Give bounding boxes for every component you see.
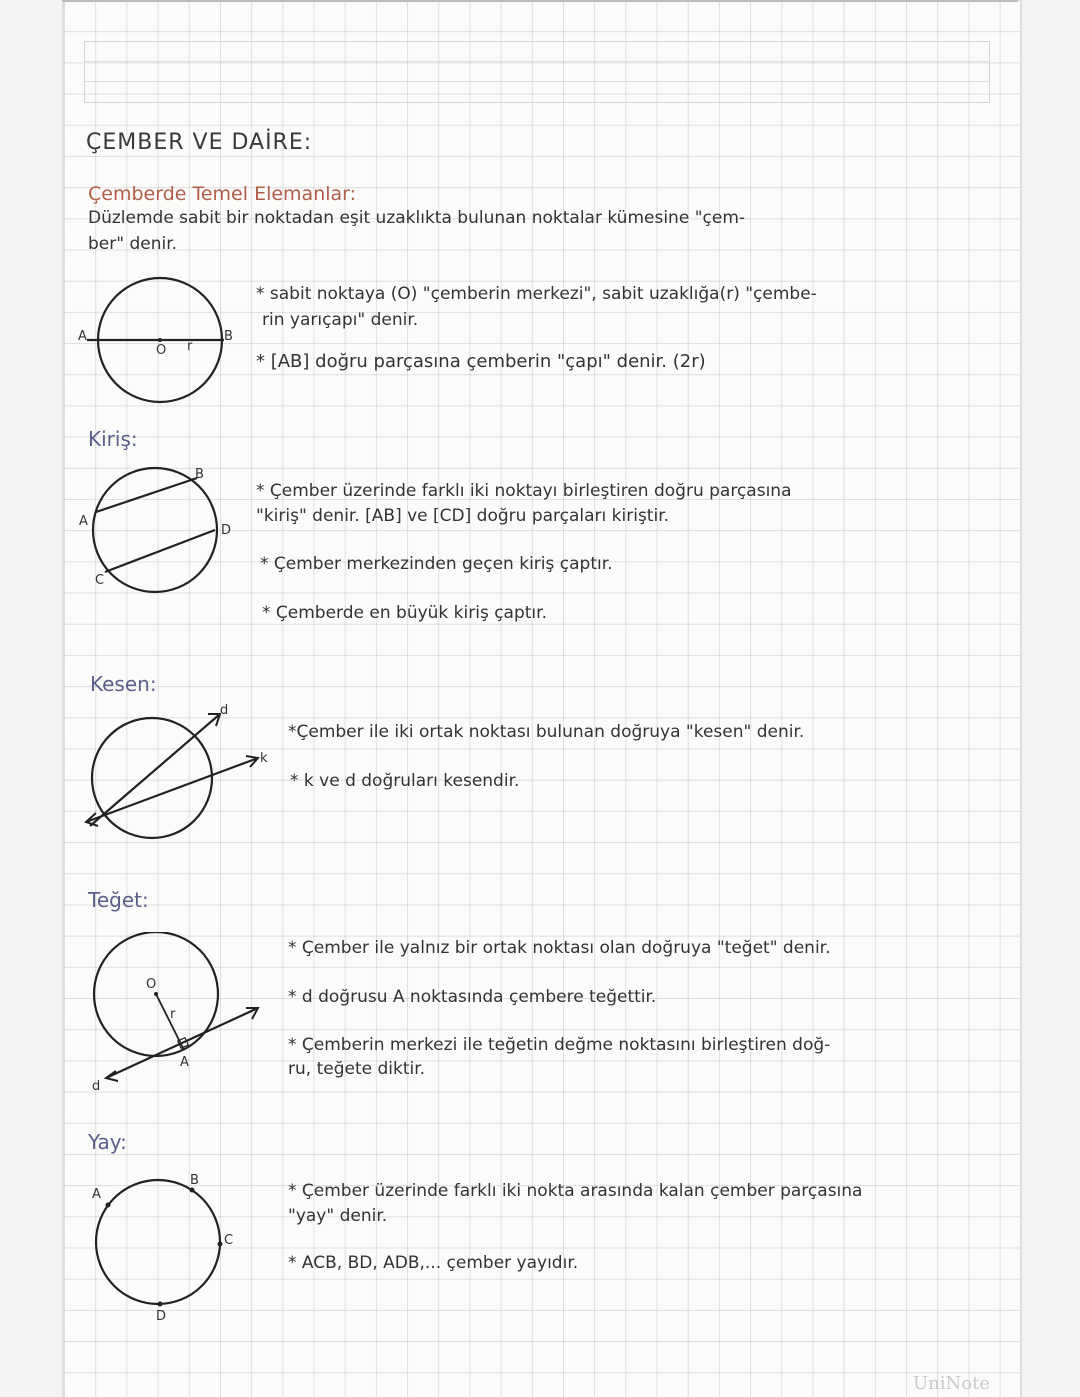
label-r: r xyxy=(187,339,193,354)
yay-heading: Yay: xyxy=(88,1130,127,1154)
label-A: A xyxy=(180,1055,189,1070)
page-title: ÇEMBER VE DAİRE: xyxy=(86,130,313,155)
uninote-logo: UniNote xyxy=(913,1373,990,1394)
label-B: B xyxy=(195,467,204,482)
secant-diagram xyxy=(80,696,280,846)
kiris-bullet-3: * Çemberde en büyük kiriş çaptır. xyxy=(262,603,547,623)
label-O: O xyxy=(146,977,157,992)
teget-bullet-3-line-2: ru, teğete diktir. xyxy=(288,1059,426,1079)
label-B: B xyxy=(224,329,233,344)
arc-diagram xyxy=(80,1172,260,1322)
yay-bullet-1-line-1: * Çember üzerinde farklı iki nokta arasında kalan çember parçasına xyxy=(288,1181,863,1201)
label-D: D xyxy=(156,1309,167,1322)
kiris-bullet-1-line-1: * Çember üzerinde farklı iki noktayı birleştiren doğru parçasına xyxy=(256,481,792,501)
s1-bullet-1-line-2: rin yarıçapı" denir. xyxy=(262,310,419,330)
label-D: D xyxy=(221,523,232,538)
kiris-heading: Kiriş: xyxy=(88,427,138,451)
kiris-bullet-2: * Çember merkezinden geçen kiriş çaptır. xyxy=(260,554,613,574)
label-O: O xyxy=(156,343,167,358)
teget-bullet-2: * d doğrusu A noktasında çembere teğettir. xyxy=(288,987,657,1007)
label-A: A xyxy=(92,1187,101,1202)
kesen-bullet-2: * k ve d doğruları kesendir. xyxy=(290,771,520,791)
yay-bullet-2: * ACB, BD, ADB,... çember yayıdır. xyxy=(288,1253,579,1273)
label-B: B xyxy=(190,1173,199,1188)
label-C: C xyxy=(95,573,105,588)
kesen-bullet-1: *Çember ile iki ortak noktası bulunan doğruya "kesen" denir. xyxy=(288,722,805,742)
label-A: A xyxy=(78,329,87,344)
kiris-bullet-1-line-2: "kiriş" denir. [AB] ve [CD] doğru parçaları kiriştir. xyxy=(256,506,670,526)
intro-heading: Çemberde Temel Elemanlar: xyxy=(88,183,357,205)
label-r: r xyxy=(170,1007,176,1022)
label-C: C xyxy=(224,1233,234,1248)
tangent-diagram xyxy=(80,932,280,1102)
s1-bullet-1-line-1: * sabit noktaya (O) "çemberin merkezi", sabit uzaklığa(r) "çembe- xyxy=(256,284,817,304)
intro-line-2: ber" denir. xyxy=(88,234,178,254)
label-A: A xyxy=(79,514,88,529)
teget-bullet-1: * Çember ile yalnız bir ortak noktası olan doğruya "teğet" denir. xyxy=(288,938,831,958)
page-top-edge xyxy=(62,0,1018,2)
teget-heading: Teğet: xyxy=(88,888,149,912)
kesen-heading: Kesen: xyxy=(90,672,157,696)
chord-diagram xyxy=(75,460,265,600)
label-d: d xyxy=(92,1079,101,1094)
header-box xyxy=(84,41,990,103)
label-k: k xyxy=(260,751,268,766)
label-d: d xyxy=(220,703,229,718)
yay-bullet-1-line-2: "yay" denir. xyxy=(288,1206,388,1226)
teget-bullet-3-line-1: * Çemberin merkezi ile teğetin değme noktasını birleştiren doğ- xyxy=(288,1035,831,1055)
diameter-diagram xyxy=(70,270,260,410)
intro-line-1: Düzlemde sabit bir noktadan eşit uzaklıkta bulunan noktalar kümesine "çem- xyxy=(88,208,746,228)
s1-bullet-2: * [AB] doğru parçasına çemberin "çapı" denir. (2r) xyxy=(256,351,706,372)
